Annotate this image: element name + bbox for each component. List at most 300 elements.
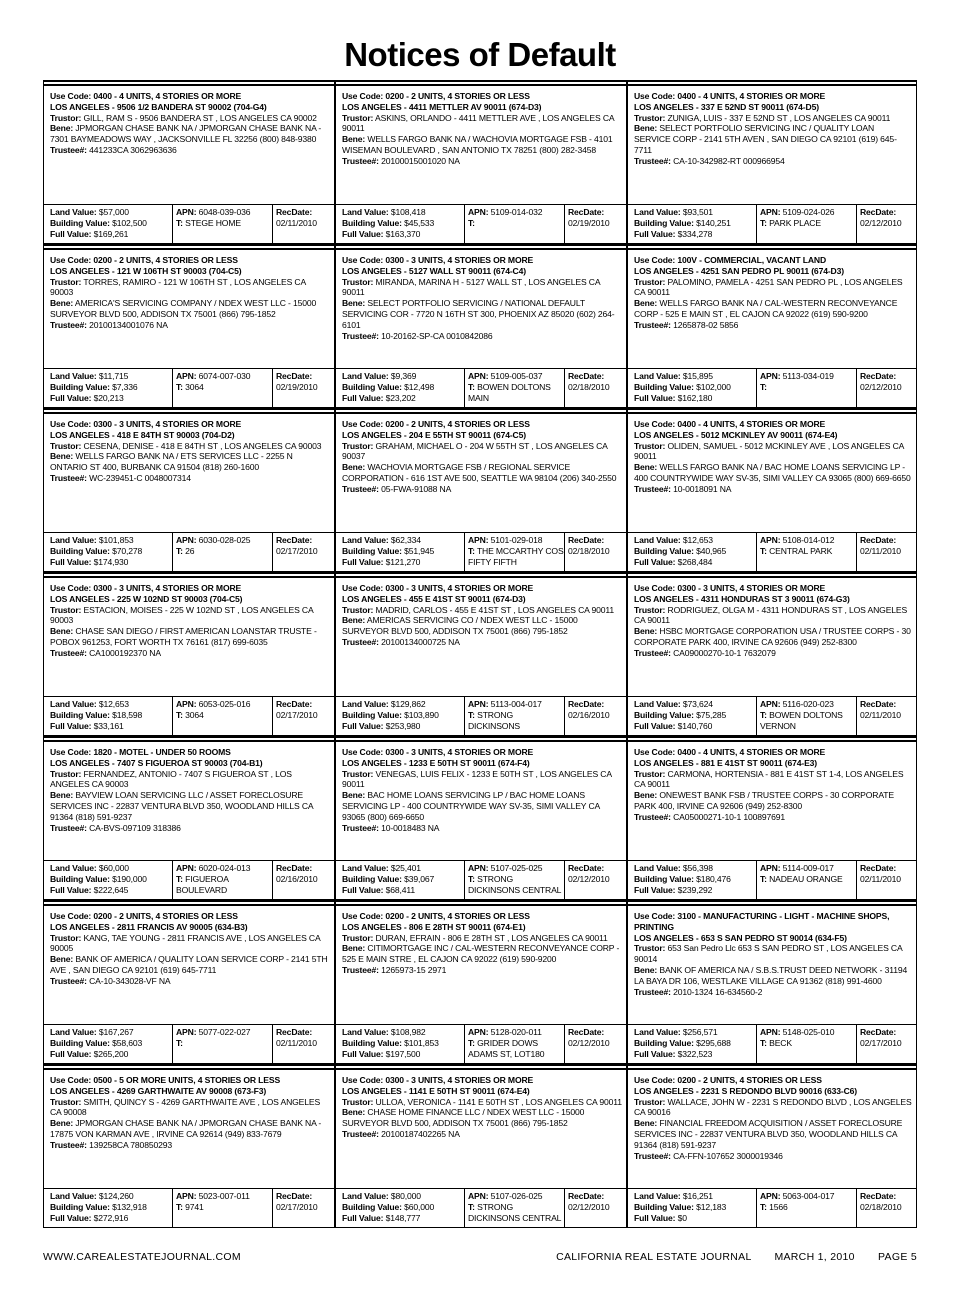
building-value: $132,918 xyxy=(112,1201,147,1212)
notice-text xyxy=(336,904,626,1027)
trustor-label: Trustor: xyxy=(50,604,82,615)
trustee-line xyxy=(342,823,622,834)
beneficiary: BAC HOME LOANS SERVICING LP / BAC HOME LOANS SERVICING LP - 400 COUNTRYWIDE WAY SV-35, SIMI VALLEY CA 93065 (800) 669-6650 xyxy=(342,790,600,822)
beneficiary: CITIMORTGAGE INC / CAL-WESTERN RECONVEYANCE CORP - 525 E MAIN STRE , EL CAJON CA 92022 (619) 590-9200 xyxy=(342,943,620,965)
apn: 5101-029-018 xyxy=(490,535,543,545)
building-value: $102,000 xyxy=(696,381,731,392)
tract: STRONG DICKINSONS CENTRAL xyxy=(468,1201,562,1223)
trustee-number: CA05000271-10-1 100897691 xyxy=(673,811,786,822)
notice-entry xyxy=(43,80,335,244)
notice-entry xyxy=(627,1064,917,1228)
trustor-label: Trustor: xyxy=(634,276,666,287)
full-value: $265,200 xyxy=(93,1048,129,1059)
recdate-label: RecDate: xyxy=(568,371,605,381)
trustee-label: Trustee#: xyxy=(634,811,671,822)
apn-label: APN: xyxy=(176,1027,197,1037)
use-code-line xyxy=(342,911,622,922)
apn-label: APN: xyxy=(176,863,197,873)
footer-right xyxy=(536,1251,917,1263)
recdate: 02/17/2010 xyxy=(860,1037,902,1048)
land-label: Land Value: xyxy=(634,371,681,381)
land-value: $256,571 xyxy=(682,1027,718,1037)
beneficiary: SELECT PORTFOLIO SERVICING INC / QUALITY LOAN SERVICE CORP - 2141 5TH AVEN , SAN DIEGO CA 92101 (619) 645-7711 xyxy=(634,123,897,155)
use-code-line xyxy=(50,419,330,430)
apn-label: APN: xyxy=(760,1027,781,1037)
trustee-number: 441233CA 3062963636 xyxy=(89,144,177,155)
use-code-line xyxy=(50,911,330,922)
trustor: CESENA, DENISE - 418 E 84TH ST , LOS ANGELES CA 90003 xyxy=(83,440,322,451)
full-label: Full Value: xyxy=(634,392,676,403)
full-value: $239,292 xyxy=(677,884,713,895)
notice-text xyxy=(44,412,334,535)
property-address: LOS ANGELES - 418 E 84TH ST 90003 (704-D2) xyxy=(50,429,235,440)
land-value: $80,000 xyxy=(390,1191,421,1201)
notice-text xyxy=(336,576,626,699)
full-value: $20,213 xyxy=(93,392,124,403)
full-label: Full Value: xyxy=(342,1048,384,1059)
apn-label: APN: xyxy=(468,535,489,545)
building-value: $7,336 xyxy=(112,381,138,392)
issue-date: MARCH 1, 2010 xyxy=(774,1251,855,1263)
bene-label: Bene: xyxy=(342,134,366,145)
trustor-line xyxy=(50,769,330,791)
building-value: $190,000 xyxy=(112,873,147,884)
trustee-label: Trustee#: xyxy=(342,1128,379,1139)
values-cell xyxy=(336,861,464,899)
beneficiary: HSBC MORTGAGE CORPORATION USA / TRUSTEE CORPS - 30 CORPORATE PARK 400, IRVINE CA 92606 (949) 252-8300 xyxy=(634,626,911,647)
use-code: 0200 - 2 UNITS, 4 STORIES OR LESS xyxy=(677,1075,822,1085)
use-code: 0300 - 3 UNITS, 4 STORIES OR MORE xyxy=(677,583,826,593)
use-code-label: Use Code: xyxy=(50,419,92,429)
values-box xyxy=(44,532,334,571)
apn-cell xyxy=(464,205,564,243)
recdate-label: RecDate: xyxy=(276,207,313,217)
values-box xyxy=(336,532,626,571)
values-cell xyxy=(336,205,464,243)
trustee-number: 20100134001076 NA xyxy=(89,319,168,330)
notice-text xyxy=(44,248,334,371)
trustee-label: Trustee#: xyxy=(634,155,671,166)
trustee-number: 10-0018483 NA xyxy=(381,822,440,833)
values-box xyxy=(336,696,626,735)
recdate: 02/19/2010 xyxy=(568,217,610,228)
values-box xyxy=(44,368,334,407)
land-label: Land Value: xyxy=(50,535,97,545)
land-label: Land Value: xyxy=(50,1027,97,1037)
values-box xyxy=(628,860,916,899)
trustee-line xyxy=(634,156,912,167)
apn-cell xyxy=(464,1025,564,1063)
bene-line xyxy=(50,298,330,320)
tract: 1566 xyxy=(769,1201,788,1212)
use-code: 3100 - MANUFACTURING - LIGHT - MACHINE SHOPS, PRINTING xyxy=(634,911,890,932)
trustee-number: 1265878-02 5856 xyxy=(673,319,739,330)
trustor-line xyxy=(342,113,622,135)
use-code-label: Use Code: xyxy=(634,583,676,593)
values-box xyxy=(44,204,334,243)
values-cell xyxy=(44,861,172,899)
use-code: 0300 - 3 UNITS, 4 STORIES OR MORE xyxy=(385,583,534,593)
values-cell xyxy=(628,697,756,735)
land-label: Land Value: xyxy=(50,371,97,381)
trustee-line xyxy=(50,320,330,331)
trustor-label: Trustor: xyxy=(50,932,82,943)
recdate-cell xyxy=(856,1025,916,1063)
apn-label: APN: xyxy=(176,699,197,709)
trustee-label: Trustee#: xyxy=(342,155,379,166)
t-label: T: xyxy=(176,873,183,884)
full-label: Full Value: xyxy=(50,720,92,731)
recdate-cell xyxy=(564,861,626,899)
use-code-line xyxy=(342,747,622,758)
values-cell xyxy=(628,533,756,571)
recdate-cell xyxy=(564,697,626,735)
property-address: LOS ANGELES - 4311 HONDURAS ST 3 90011 (674-G3) xyxy=(634,593,850,604)
property-address: LOS ANGELES - 7407 S FIGUEROA ST 90003 (704-B1) xyxy=(50,757,263,768)
use-code-label: Use Code: xyxy=(342,1075,384,1085)
use-code-line xyxy=(634,255,912,266)
use-code-line xyxy=(50,1075,330,1086)
use-code-line xyxy=(50,91,330,102)
recdate: 02/18/2010 xyxy=(568,545,610,556)
land-label: Land Value: xyxy=(634,863,681,873)
trustee-number: CA-10-342982-RT 000966954 xyxy=(673,155,785,166)
use-code-label: Use Code: xyxy=(50,1075,92,1085)
trustor-line xyxy=(342,605,622,616)
t-label: T: xyxy=(468,709,475,720)
values-cell xyxy=(44,205,172,243)
beneficiary: BANK OF AMERICA / QUALITY LOAN SERVICE CORP - 2141 5TH AVE , SAN DIEGO CA 92101 (619) 645-7711 xyxy=(50,954,328,975)
notice-text xyxy=(628,412,916,535)
trustor-label: Trustor: xyxy=(50,768,82,779)
trustee-label: Trustee#: xyxy=(634,483,671,494)
trustor: RODRIGUEZ, OLGA M - 4311 HONDURAS ST , LOS ANGELES CA 90011 xyxy=(634,604,908,626)
building-label: Building Value: xyxy=(50,217,110,228)
tract: CENTRAL PARK xyxy=(769,545,833,556)
recdate: 02/12/2010 xyxy=(860,217,902,228)
values-cell xyxy=(44,1189,172,1227)
recdate-label: RecDate: xyxy=(568,699,605,709)
bene-label: Bene: xyxy=(342,1107,366,1118)
recdate: 02/18/2010 xyxy=(860,1201,902,1212)
land-label: Land Value: xyxy=(342,1191,389,1201)
recdate-label: RecDate: xyxy=(568,1191,605,1201)
trustor-label: Trustor: xyxy=(50,1096,82,1107)
trustee-number: 05-FWA-91088 NA xyxy=(381,483,452,494)
full-value: $253,980 xyxy=(385,720,421,731)
recdate: 02/12/2010 xyxy=(568,1201,610,1212)
notice-text xyxy=(628,576,916,699)
land-value: $16,251 xyxy=(682,1191,713,1201)
trustee-number: 20100187402265 NA xyxy=(381,1128,460,1139)
apn: 5128-020-011 xyxy=(490,1027,542,1037)
use-code: 0200 - 2 UNITS, 4 STORIES OR LESS xyxy=(385,911,530,921)
trustor-line xyxy=(634,441,912,463)
trustor: ZUNIGA, LUIS - 337 E 52ND ST , LOS ANGELES CA 90011 xyxy=(667,112,891,123)
apn-cell xyxy=(756,205,856,243)
tract: GRIDER DOWS ADAMS ST, LOT180 xyxy=(468,1037,545,1059)
apn-cell xyxy=(756,861,856,899)
apn-label: APN: xyxy=(760,1191,781,1201)
apn-label: APN: xyxy=(176,371,197,381)
land-value: $73,624 xyxy=(682,699,713,709)
trustor-label: Trustor: xyxy=(634,1096,666,1107)
bene-line xyxy=(342,615,622,637)
tract: BECK xyxy=(769,1037,792,1048)
property-address: LOS ANGELES - 9506 1/2 BANDERA ST 90002 (704-G4) xyxy=(50,101,267,112)
apn-label: APN: xyxy=(468,371,489,381)
beneficiary: JPMORGAN CHASE BANK NA / JPMORGAN CHASE BANK NA - 7301 BAYMEADOWS WAY , JACKSONVILLE FL 32256 (800) 848-9380 xyxy=(50,123,322,145)
recdate-label: RecDate: xyxy=(860,699,897,709)
trustor-line xyxy=(342,277,622,299)
trustor: ULLOA, VERONICA - 1141 E 50TH ST , LOS ANGELES CA 90011 xyxy=(375,1096,622,1107)
recdate: 02/16/2010 xyxy=(568,709,610,720)
bene-label: Bene: xyxy=(634,790,658,801)
trustor-line xyxy=(50,277,330,299)
trustor-label: Trustor: xyxy=(634,943,666,954)
trustor-label: Trustor: xyxy=(342,768,374,779)
values-box xyxy=(336,368,626,407)
trustee-number: 2010-1324 16-634560-2 xyxy=(673,986,763,997)
recdate: 02/17/2010 xyxy=(276,545,318,556)
use-code: 0300 - 3 UNITS, 4 STORIES OR MORE xyxy=(385,255,534,265)
full-value: $322,523 xyxy=(677,1048,713,1059)
trustee-number: 20100134000725 NA xyxy=(381,636,460,647)
notice-entry xyxy=(43,736,335,900)
use-code-line xyxy=(50,255,330,266)
t-label: T: xyxy=(176,1201,183,1212)
trustor-label: Trustor: xyxy=(634,768,666,779)
trustor-line xyxy=(50,1097,330,1119)
apn-label: APN: xyxy=(176,1191,197,1201)
trustor: MADRID, CARLOS - 455 E 41ST ST , LOS ANGELES CA 90011 xyxy=(375,604,615,615)
trustor-label: Trustor: xyxy=(342,276,374,287)
recdate-label: RecDate: xyxy=(568,207,605,217)
trustor-line xyxy=(342,769,622,791)
use-code-label: Use Code: xyxy=(342,419,384,429)
t-label: T: xyxy=(760,1201,767,1212)
recdate-cell xyxy=(272,1189,334,1227)
full-value: $169,261 xyxy=(93,228,129,239)
apn: 5109-005-037 xyxy=(490,371,543,381)
bene-line xyxy=(634,1118,912,1150)
land-value: $167,267 xyxy=(98,1027,134,1037)
website-url[interactable]: WWW.CAREALESTATEJOURNAL.COM xyxy=(43,1251,241,1263)
use-code-line xyxy=(50,747,330,758)
full-label: Full Value: xyxy=(50,1212,92,1223)
apn: 5107-025-025 xyxy=(490,863,543,873)
notice-entry xyxy=(43,900,335,1064)
use-code-line xyxy=(342,255,622,266)
land-label: Land Value: xyxy=(634,535,681,545)
use-code: 0300 - 3 UNITS, 4 STORIES OR MORE xyxy=(385,1075,534,1085)
land-value: $11,715 xyxy=(98,371,129,381)
trustor-label: Trustor: xyxy=(50,440,82,451)
land-label: Land Value: xyxy=(342,1027,389,1037)
trustor: OLIDEN, SAMUEL - 5012 MCKINLEY AVE , LOS ANGELES CA 90011 xyxy=(634,440,904,462)
use-code-line xyxy=(634,91,912,102)
recdate-cell xyxy=(856,697,916,735)
t-label: T: xyxy=(176,1037,183,1048)
values-cell xyxy=(336,369,464,407)
trustor: FERNANDEZ, ANTONIO - 7407 S FIGUEROA ST , LOS ANGELES CA 90003 xyxy=(50,768,292,790)
tract: 26 xyxy=(185,545,195,556)
building-value: $103,890 xyxy=(404,709,439,720)
bene-label: Bene: xyxy=(634,964,658,975)
bene-label: Bene: xyxy=(50,298,74,309)
apn: 5113-004-017 xyxy=(490,699,542,709)
building-value: $40,965 xyxy=(696,545,727,556)
land-value: $12,653 xyxy=(682,535,713,545)
t-label: T: xyxy=(176,709,183,720)
recdate: 02/19/2010 xyxy=(276,381,318,392)
property-address: LOS ANGELES - 2231 S REDONDO BLVD 90016 (633-C6) xyxy=(634,1085,857,1096)
recdate: 02/11/2010 xyxy=(276,217,317,228)
land-value: $56,398 xyxy=(682,863,713,873)
apn: 5109-024-026 xyxy=(782,207,835,217)
trustee-line xyxy=(634,1151,912,1162)
t-label: T: xyxy=(176,217,183,228)
beneficiary: WELLS FARGO BANK NA / WACHOVIA MORTGAGE FSB - 4101 WISEMAN BOULEVARD , SAN ANTONIO TX 78251 (800) 282-3458 xyxy=(342,134,613,155)
recdate-cell xyxy=(564,533,626,571)
building-label: Building Value: xyxy=(342,1037,402,1048)
trustee-number: CA09000270-10-1 7632079 xyxy=(673,647,776,658)
building-value: $102,500 xyxy=(112,217,147,228)
apn-cell xyxy=(464,697,564,735)
recdate-label: RecDate: xyxy=(568,535,605,545)
bene-label: Bene: xyxy=(342,615,366,626)
trustor-line xyxy=(50,441,330,452)
notice-entry xyxy=(335,736,627,900)
beneficiary: WELLS FARGO BANK NA / CAL-WESTERN RECONVEYANCE CORP - 525 E MAIN ST , EL CAJON CA 92022 (619) 590-9200 xyxy=(634,298,898,319)
bene-label: Bene: xyxy=(50,790,74,801)
values-cell xyxy=(336,1189,464,1227)
use-code: 1820 - MOTEL - UNDER 50 ROOMS xyxy=(93,747,231,757)
land-label: Land Value: xyxy=(634,207,681,217)
notice-text xyxy=(628,740,916,863)
trustor-line xyxy=(50,933,330,955)
trustor-line xyxy=(342,441,622,463)
bene-line xyxy=(342,298,622,330)
full-label: Full Value: xyxy=(634,884,676,895)
apn: 6048-039-036 xyxy=(198,207,251,217)
use-code-label: Use Code: xyxy=(342,747,384,757)
recdate: 02/11/2010 xyxy=(276,1037,317,1048)
use-code-label: Use Code: xyxy=(342,911,384,921)
recdate-cell xyxy=(856,861,916,899)
apn: 6020-024-013 xyxy=(198,863,251,873)
recdate-cell xyxy=(272,861,334,899)
bene-label: Bene: xyxy=(342,298,366,309)
bene-label: Bene: xyxy=(634,626,658,637)
trustor-label: Trustor: xyxy=(50,112,82,123)
notice-text xyxy=(336,248,626,371)
apn-label: APN: xyxy=(760,699,781,709)
trustee-line xyxy=(342,156,622,167)
use-code-label: Use Code: xyxy=(342,91,384,101)
t-label: T: xyxy=(468,1037,475,1048)
use-code: 0300 - 3 UNITS, 4 STORIES OR MORE xyxy=(93,419,242,429)
building-label: Building Value: xyxy=(342,217,402,228)
full-value: $148,777 xyxy=(385,1212,421,1223)
use-code-line xyxy=(634,419,912,430)
use-code-label: Use Code: xyxy=(342,583,384,593)
land-value: $129,862 xyxy=(390,699,426,709)
use-code: 0400 - 4 UNITS, 4 STORIES OR MORE xyxy=(677,747,826,757)
apn-cell xyxy=(464,533,564,571)
recdate-label: RecDate: xyxy=(568,863,605,873)
values-cell xyxy=(628,205,756,243)
trustee-label: Trustee#: xyxy=(50,1139,87,1150)
bene-line xyxy=(342,134,622,156)
notice-text xyxy=(336,84,626,207)
trustee-number: WC-239451-C 0048007314 xyxy=(89,472,191,483)
beneficiary: AMERICA'S SERVICING COMPANY / NDEX WEST LLC - 15000 SURVEYOR BLVD 500, ADDISON TX 75001 (866) 795-1852 xyxy=(50,298,317,319)
trustor-line xyxy=(634,605,912,627)
trustor: SMITH, QUINCY S - 4269 GARTHWAITE AVE , LOS ANGELES CA 90008 xyxy=(50,1096,321,1118)
use-code: 0400 - 4 UNITS, 4 STORIES OR MORE xyxy=(677,91,826,101)
beneficiary: CHASE SAN DIEGO / FIRST AMERICAN LOANSTAR TRUSTE - POBOX 961253, FORT WORTH TX 76161 (817) 699-6035 xyxy=(50,626,317,647)
recdate: 02/18/2010 xyxy=(568,381,610,392)
values-cell xyxy=(628,369,756,407)
beneficiary: BAYVIEW LOAN SERVICING LLC / ASSET FORECLOSURE SERVICES INC - 22837 VENTURA BLVD 350, WOODLAND HILLS CA 91364 (818) 591-9237 xyxy=(50,790,314,822)
bene-label: Bene: xyxy=(50,451,74,462)
beneficiary: FINANCIAL FREEDOM ACQUISITION / ASSET FORECLOSURE SERVICES INC - 22837 VENTURA BLVD 350, WOODLAND HILLS CA 91364 (818) 591-9237 xyxy=(634,1118,903,1150)
full-value: $162,180 xyxy=(677,392,713,403)
trustee-line xyxy=(50,976,330,987)
property-address: LOS ANGELES - 337 E 52ND ST 90011 (674-D5) xyxy=(634,101,819,112)
apn-label: APN: xyxy=(760,207,781,217)
bene-line xyxy=(50,790,330,822)
trustee-label: Trustee#: xyxy=(634,319,671,330)
beneficiary: BANK OF AMERICA NA / S.B.S.TRUST DEED NETWORK - 31194 LA BAYA DR 106, WESTLAKE VILLAGE CA 91362 (818) 991-4600 xyxy=(634,964,908,986)
values-cell xyxy=(628,1189,756,1227)
use-code: 0500 - 5 OR MORE UNITS, 4 STORIES OR LESS xyxy=(93,1075,281,1085)
land-value: $15,895 xyxy=(682,371,713,381)
trustee-label: Trustee#: xyxy=(634,1150,671,1161)
bene-line xyxy=(50,626,330,648)
page-number: PAGE 5 xyxy=(878,1251,917,1263)
recdate-label: RecDate: xyxy=(860,371,897,381)
recdate-label: RecDate: xyxy=(276,371,313,381)
property-address: LOS ANGELES - 4411 METTLER AV 90011 (674-D3) xyxy=(342,101,542,112)
apn: 6030-028-025 xyxy=(198,535,251,545)
recdate: 02/12/2010 xyxy=(568,873,610,884)
land-value: $108,982 xyxy=(390,1027,426,1037)
use-code: 0200 - 2 UNITS, 4 STORIES OR LESS xyxy=(93,255,238,265)
recdate: 02/12/2010 xyxy=(860,381,902,392)
beneficiary: SELECT PORTFOLIO SERVICING / NATIONAL DEFAULT SERVICING COR - 7720 N 16TH ST 300, PHOENIX AZ 85020 (602) 264-6101 xyxy=(342,298,615,330)
land-label: Land Value: xyxy=(634,1191,681,1201)
bene-label: Bene: xyxy=(50,954,74,965)
trustee-number: CA-FFN-107652 3000019346 xyxy=(673,1150,783,1161)
building-value: $39,067 xyxy=(404,873,435,884)
use-code-label: Use Code: xyxy=(634,911,676,921)
notice-row xyxy=(43,80,917,244)
notice-text xyxy=(336,740,626,863)
trustor-label: Trustor: xyxy=(634,112,666,123)
trustor-line xyxy=(50,113,330,124)
full-label: Full Value: xyxy=(342,1212,384,1223)
full-value: $0 xyxy=(677,1212,687,1223)
property-address: LOS ANGELES - 653 S SAN PEDRO ST 90014 (634-F5) xyxy=(634,932,847,943)
bene-label: Bene: xyxy=(342,462,366,473)
trustee-number: 10-0018091 NA xyxy=(673,483,732,494)
use-code-label: Use Code: xyxy=(50,91,92,101)
use-code-line xyxy=(342,91,622,102)
full-value: $33,161 xyxy=(93,720,124,731)
use-code: 0300 - 3 UNITS, 4 STORIES OR MORE xyxy=(385,747,534,757)
